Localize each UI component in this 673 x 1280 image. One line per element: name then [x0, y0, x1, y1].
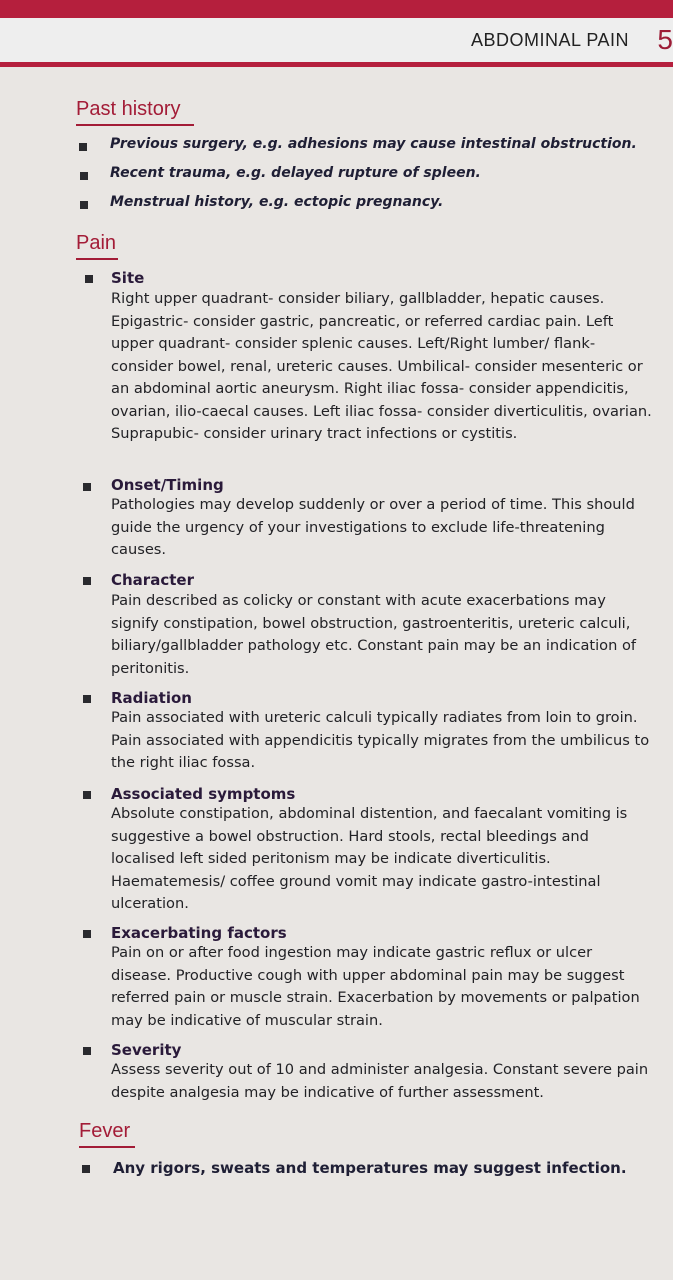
severity-text: Assess severity out of 10 and administer analgesia. Constant severe pain despite analgesia may be indicative of further assessment.	[111, 1061, 649, 1101]
severity-title: Severity	[111, 1041, 182, 1059]
bullet-icon	[83, 483, 91, 491]
past-history-heading-text: Past history	[76, 98, 181, 120]
pain-heading-text: Pain	[76, 232, 117, 254]
heading-underline	[76, 124, 194, 126]
character-text: Pain described as colicky or constant with acute exacerbations may signify constipation, bowel obstruction, gastroenteritis, ureteric calculi, biliary/gallbladder pathology etc. Constant pain may be an indication of peritonitis.	[111, 592, 637, 677]
past-history-item: Previous surgery, e.g. adhesions may cause intestinal obstruction.	[110, 136, 637, 152]
onset-timing-title: Onset/Timing	[111, 476, 224, 494]
radiation-title: Radiation	[111, 689, 192, 707]
bullet-icon	[83, 577, 91, 585]
chapter-title: ABDOMINAL PAIN	[470, 30, 629, 50]
fever-heading	[79, 1120, 130, 1143]
exacerbating-factors-text: Pain on or after food ingestion may indicate gastric reflux or ulcer disease. Productive cough with upper abdominal pain may be suggest referred pain or muscle strain. Exacerbation by movements or palpation may be indicative of muscular strain.	[111, 944, 640, 1029]
associated-symptoms-title: Associated symptoms	[111, 785, 296, 803]
past-history-heading	[76, 98, 180, 121]
bullet-icon	[85, 275, 93, 283]
fever-heading-text: Fever	[79, 1120, 131, 1142]
past-history-item: Recent trauma, e.g. delayed rupture of spleen.	[110, 165, 481, 181]
bullet-icon	[83, 791, 91, 799]
heading-underline	[76, 258, 118, 260]
bullet-icon	[80, 201, 88, 209]
bullet-icon	[79, 143, 87, 151]
onset-timing-text: Pathologies may develop suddenly or over a period of time. This should guide the urgency of your investigations to exclude life-threatening causes.	[111, 496, 635, 558]
exacerbating-factors-title: Exacerbating factors	[111, 924, 287, 942]
associated-symptoms-text: Absolute constipation, abdominal distention, and faecalant vomiting is suggestive a bowel obstruction. Hard stools, rectal bleedings and localised left sided peritonism may be indicate diverticulitis. Haematemesis/ coffee ground vomit may indicate gastro-intestinal ulceration.	[111, 805, 628, 912]
bullet-icon	[80, 172, 88, 180]
character-title: Character	[111, 571, 194, 589]
fever-item: Any rigors, sweats and temperatures may suggest infection.	[113, 1159, 627, 1177]
bullet-icon	[83, 695, 91, 703]
pain-heading	[76, 232, 116, 255]
bullet-icon	[83, 1047, 91, 1055]
bullet-icon	[82, 1165, 90, 1173]
site-title: Site	[111, 269, 145, 287]
site-text: Right upper quadrant- consider biliary, gallbladder, hepatic causes. Epigastric- consider gastric, pancreatic, or referred cardiac pain. Left upper quadrant- consider splenic causes. Left/Right lumber/ flank- consider bowel, renal, ureteric causes. Umbilical- consider mesenteric or an abdominal aortic aneurysm. Right iliac fossa- consider appendicitis, ovarian, ilio-caecal causes. Left iliac fossa- consider diverticulitis, ovarian. Suprapubic- consider urinary tract infections or cystitis.	[111, 290, 652, 442]
radiation-text: Pain associated with ureteric calculi typically radiates from loin to groin. Pain associated with appendicitis typically migrates from the umbilicus to the right iliac fossa.	[111, 709, 650, 771]
page-number: 5	[657, 24, 673, 55]
past-history-item: Menstrual history, e.g. ectopic pregnancy.	[110, 194, 444, 210]
heading-underline	[79, 1146, 135, 1148]
bullet-icon	[83, 930, 91, 938]
